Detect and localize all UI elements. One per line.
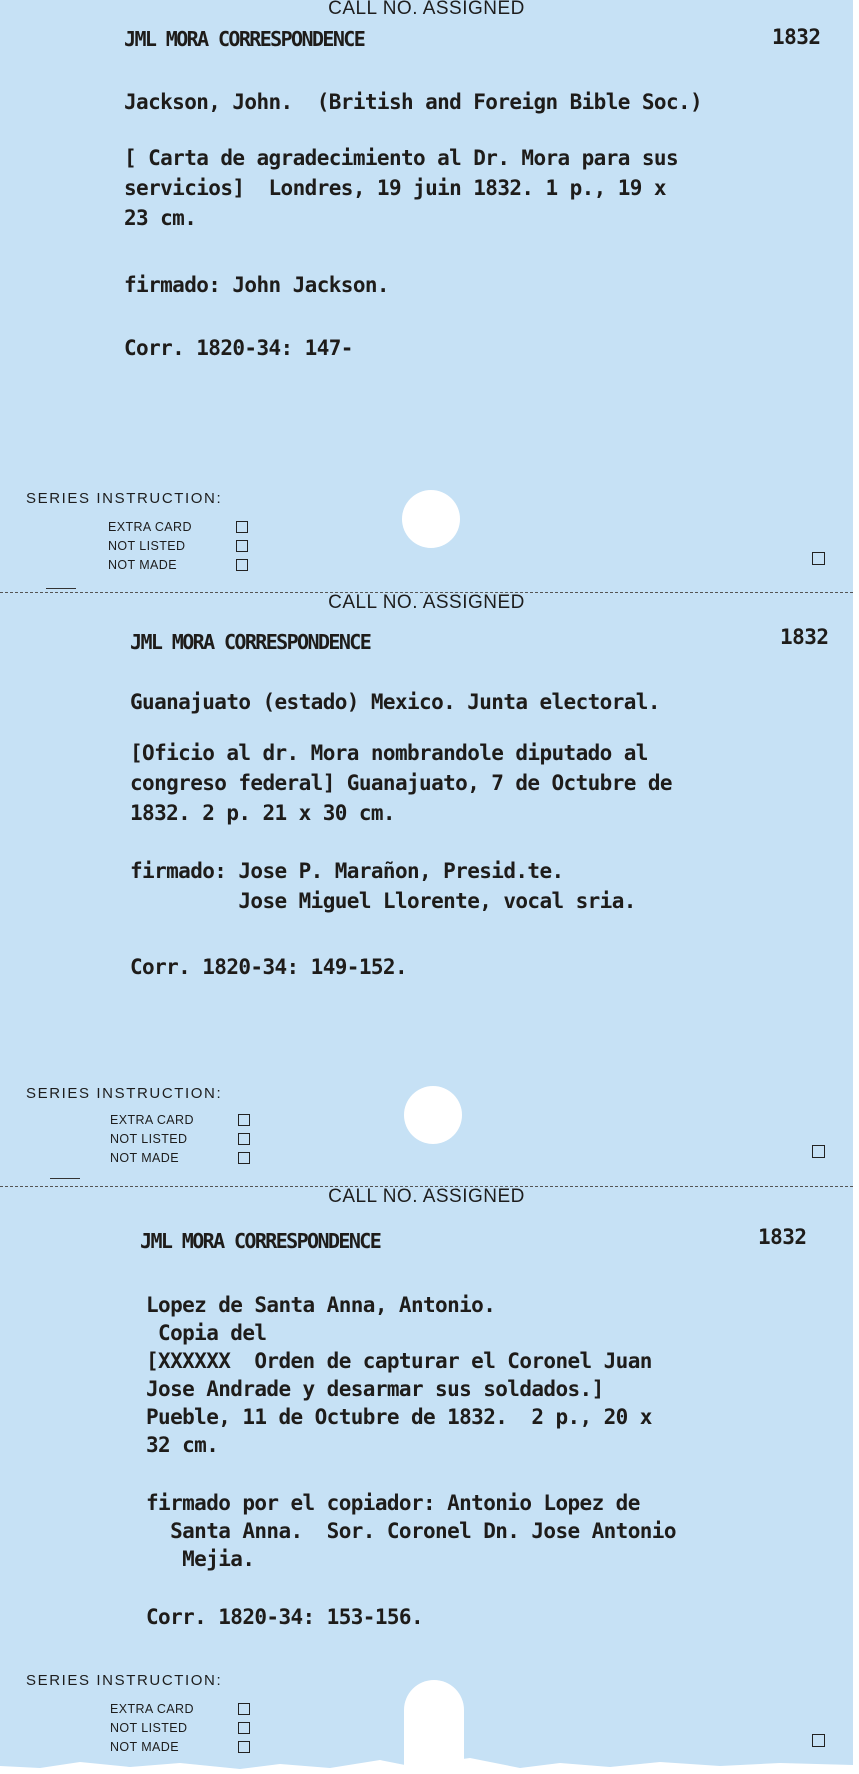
corner-checkbox[interactable] <box>812 1734 825 1747</box>
punch-hole <box>404 1086 462 1144</box>
extra-card-option[interactable]: EXTRA CARD <box>110 1111 250 1130</box>
catalog-card-1 <box>0 0 853 592</box>
not-made-option[interactable]: NOT MADE <box>110 1738 250 1757</box>
extra-card-option[interactable]: EXTRA CARD <box>108 518 248 537</box>
card-line: [ Carta de agradecimiento al Dr. Mora para sus <box>124 146 678 170</box>
card-line: 32 cm. <box>146 1433 219 1457</box>
not-made-checkbox[interactable] <box>236 559 248 571</box>
card-line: Mejia. <box>146 1547 255 1571</box>
not-listed-checkbox[interactable] <box>238 1133 250 1145</box>
card-year: 1832 <box>758 1225 807 1249</box>
card-line: 1832. 2 p. 21 x 30 cm. <box>130 801 395 825</box>
card-line: firmado: John Jackson. <box>124 273 389 297</box>
card-line: servicios] Londres, 19 juin 1832. 1 p., 19 x <box>124 176 666 200</box>
card-line: Guanajuato (estado) Mexico. Junta electoral. <box>130 690 660 714</box>
catalog-card-3 <box>0 1186 853 1774</box>
card-line: Copia del <box>146 1321 267 1345</box>
card-line: [XXXXXX Orden de capturar el Coronel Juan <box>146 1349 652 1373</box>
card-line: Santa Anna. Sor. Coronel Dn. Jose Antonio <box>146 1519 676 1543</box>
corner-checkbox[interactable] <box>812 1145 825 1158</box>
extra-card-checkbox[interactable] <box>238 1703 250 1715</box>
series-instruction-label: SERIES INSTRUCTION: <box>26 490 223 507</box>
dash-mark <box>46 588 76 589</box>
card-line: Corr. 1820-34: 153-156. <box>146 1605 423 1629</box>
card-line: firmado por el copiador: Antonio Lopez de <box>146 1491 640 1515</box>
not-made-option[interactable]: NOT MADE <box>108 556 248 575</box>
page-edge <box>853 0 859 1774</box>
extra-card-option[interactable]: EXTRA CARD <box>110 1700 250 1719</box>
card-line: Jose Miguel Llorente, vocal sria. <box>130 889 636 913</box>
card-line: congreso federal] Guanajuato, 7 de Octubre de <box>130 771 672 795</box>
punch-hole <box>402 490 460 548</box>
not-listed-checkbox[interactable] <box>238 1722 250 1734</box>
extra-card-checkbox[interactable] <box>238 1114 250 1126</box>
card-line: Pueble, 11 de Octubre de 1832. 2 p., 20 x <box>146 1405 652 1429</box>
card-heading: JML MORA CORRESPONDENCE <box>130 630 371 654</box>
not-made-checkbox[interactable] <box>238 1741 250 1753</box>
not-listed-option[interactable]: NOT LISTED <box>110 1719 250 1738</box>
not-listed-checkbox[interactable] <box>236 540 248 552</box>
torn-bottom-edge <box>0 1754 853 1774</box>
call-no-assigned-label: CALL NO. ASSIGNED <box>328 592 525 613</box>
series-instruction-label: SERIES INSTRUCTION: <box>26 1672 223 1689</box>
extra-card-checkbox[interactable] <box>236 521 248 533</box>
series-options <box>110 1700 250 1757</box>
not-made-option[interactable]: NOT MADE <box>110 1149 250 1168</box>
not-made-checkbox[interactable] <box>238 1152 250 1164</box>
not-listed-option[interactable]: NOT LISTED <box>110 1130 250 1149</box>
series-instruction-label: SERIES INSTRUCTION: <box>26 1085 223 1102</box>
catalog-card-2 <box>0 592 853 1186</box>
not-listed-option[interactable]: NOT LISTED <box>108 537 248 556</box>
card-heading: JML MORA CORRESPONDENCE <box>124 27 365 51</box>
call-no-assigned-label: CALL NO. ASSIGNED <box>328 1186 525 1207</box>
call-no-assigned-label: CALL NO. ASSIGNED <box>328 0 525 19</box>
card-line: 23 cm. <box>124 206 197 230</box>
card-year: 1832 <box>780 625 829 649</box>
card-line: Jose Andrade y desarmar sus soldados.] <box>146 1377 604 1401</box>
corner-checkbox[interactable] <box>812 552 825 565</box>
card-heading: JML MORA CORRESPONDENCE <box>140 1229 381 1253</box>
dash-mark <box>50 1178 80 1179</box>
card-line: Lopez de Santa Anna, Antonio. <box>146 1293 496 1317</box>
card-line: Corr. 1820-34: 147- <box>124 336 353 360</box>
card-line: [Oficio al dr. Mora nombrandole diputado al <box>130 741 648 765</box>
series-options <box>110 1111 250 1168</box>
card-line: firmado: Jose P. Marañon, Presid.te. <box>130 859 564 883</box>
series-options <box>108 518 248 575</box>
card-year: 1832 <box>772 25 821 49</box>
card-line: Jackson, John. (British and Foreign Bible Soc.) <box>124 90 703 114</box>
card-line: Corr. 1820-34: 149-152. <box>130 955 407 979</box>
